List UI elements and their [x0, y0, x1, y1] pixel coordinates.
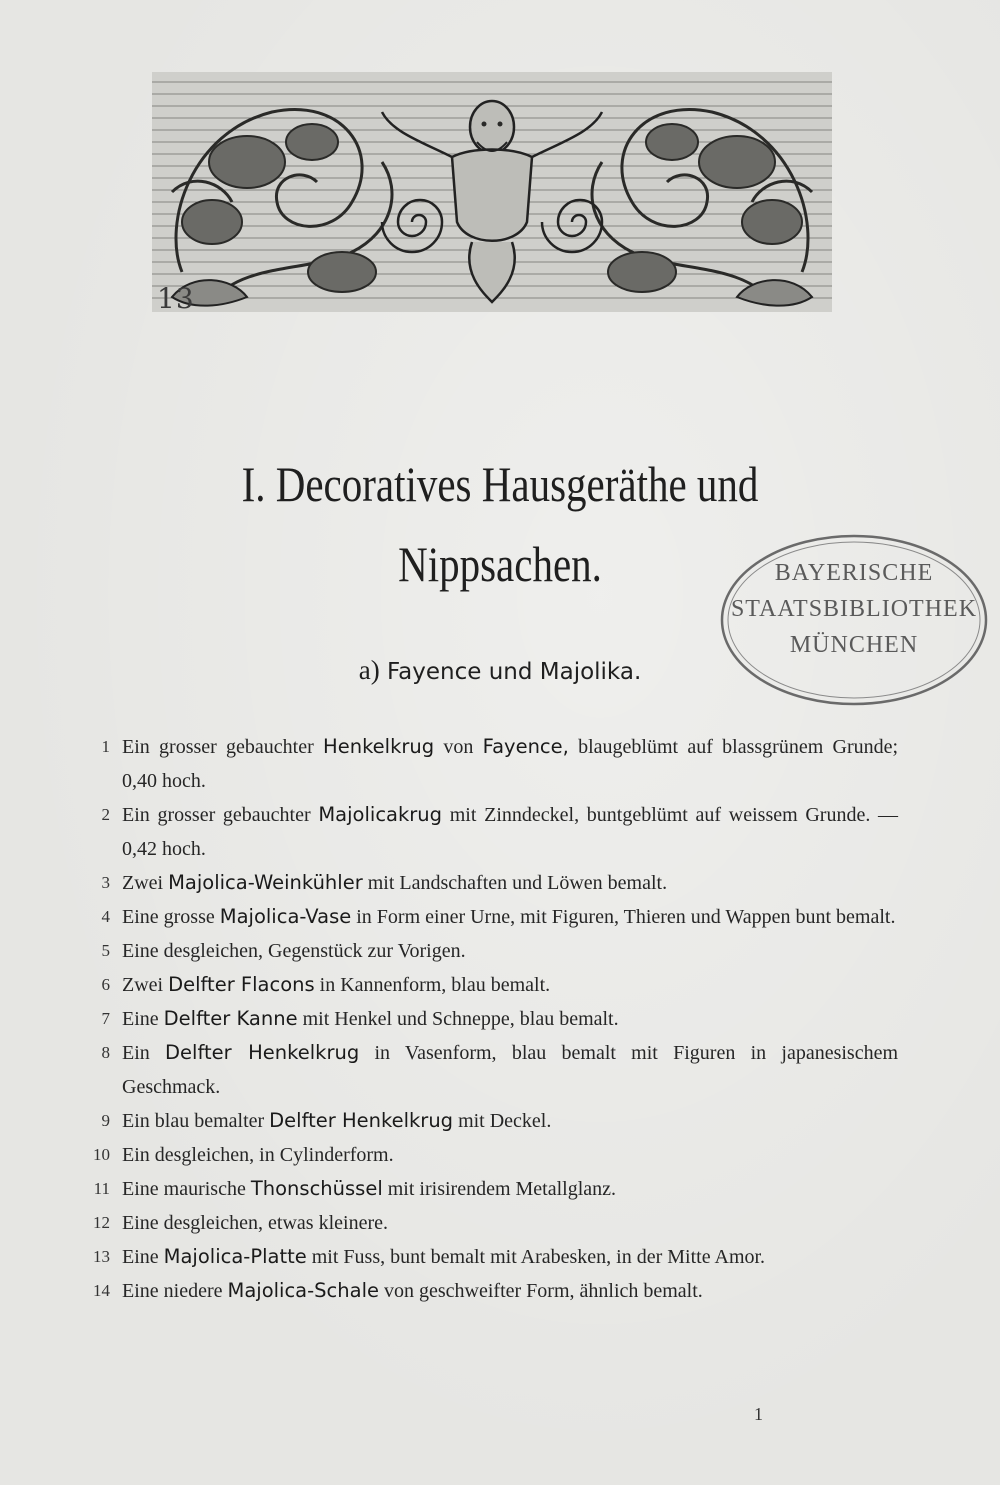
item-keyword: Majolica-Platte: [163, 1245, 307, 1268]
list-item: [78, 1036, 898, 1104]
item-number: 4: [101, 907, 110, 926]
item-number: 13: [93, 1247, 110, 1266]
page-title-line-1: I. Decoratives Hausgeräthe und: [241, 456, 759, 512]
item-text: mit Fuss, bunt bemalt mit Arabesken, in der Mitte Amor.: [311, 1246, 766, 1268]
list-item: [78, 934, 898, 968]
list-item: [78, 1002, 898, 1036]
item-text: in Kannenform, blau bemalt.: [319, 974, 551, 996]
item-text: mit Henkel und Schneppe, blau bemalt.: [302, 1008, 619, 1030]
item-text: mit irisirendem Metallglanz.: [387, 1178, 617, 1200]
item-number: 12: [93, 1213, 110, 1232]
item-text: von geschweifter Form, ähnlich bemalt.: [384, 1280, 703, 1302]
item-text: Ein grosser gebauchter: [122, 804, 311, 826]
item-number: 5: [101, 941, 110, 960]
list-item: [78, 1104, 898, 1138]
item-text: Ein desgleichen, in Cylinderform.: [122, 1144, 394, 1166]
stamp-line-1: BAYERISCHE: [774, 560, 934, 586]
item-keyword: Majolica-Weinkühler: [168, 871, 363, 894]
item-text: Eine: [122, 1008, 159, 1030]
item-number: 9: [101, 1111, 110, 1130]
item-text: mit Landschaften und Löwen bemalt.: [367, 872, 668, 894]
item-number: 11: [93, 1179, 110, 1198]
item-number: 10: [93, 1145, 110, 1164]
ornament-illustration: [152, 72, 832, 312]
item-text: Ein blau bemalter: [122, 1110, 265, 1132]
item-number: 8: [101, 1043, 110, 1062]
item-text: Eine desgleichen, Gegenstück zur Vorigen.: [122, 940, 466, 962]
item-keyword: Fayence,: [482, 735, 569, 758]
item-text: Eine: [122, 1246, 159, 1268]
item-text: mit Deckel.: [458, 1110, 552, 1132]
item-text: Zwei: [122, 974, 164, 996]
item-text: von: [443, 736, 474, 758]
list-item: [78, 730, 898, 798]
item-text: Eine maurische: [122, 1178, 246, 1200]
list-item: [78, 900, 898, 934]
list-item: [78, 1172, 898, 1206]
item-keyword: Majolicakrug: [318, 803, 443, 826]
list-item: [78, 866, 898, 900]
item-keyword: Henkelkrug: [323, 735, 435, 758]
list-item: [78, 798, 898, 866]
ornament-engraving: [152, 72, 832, 312]
page-title-line-2: Nippsachen.: [398, 536, 602, 592]
item-keyword: Delfter Kanne: [163, 1007, 298, 1030]
item-number: 3: [101, 873, 110, 892]
item-text: Eine desgleichen, etwas kleinere.: [122, 1212, 388, 1234]
list-item: [78, 1240, 898, 1274]
list-item: [78, 1206, 898, 1240]
item-keyword: Delfter Flacons: [168, 973, 315, 996]
section-heading-text: Fayence und Majolika.: [387, 659, 642, 685]
item-keyword: Majolica-Vase: [219, 905, 352, 928]
section-prefix: a): [358, 655, 380, 685]
item-keyword: Majolica-Schale: [227, 1279, 379, 1302]
plate-number: 13: [157, 282, 195, 315]
item-keyword: Thonschüssel: [250, 1177, 383, 1200]
item-text: Ein: [122, 1042, 150, 1064]
library-stamp: [718, 530, 990, 710]
page-folio: 1: [754, 1404, 763, 1424]
item-keyword: Delfter Henkelkrug: [269, 1109, 454, 1132]
stamp-line-2: STAATSBIBLIOTHEK: [730, 596, 978, 622]
item-number: 2: [101, 805, 110, 824]
item-keyword: Delfter Henkelkrug: [165, 1041, 360, 1064]
item-text: blaugeblümt auf blassgrünem Grunde; 0,40 hoch.: [122, 736, 899, 792]
item-text: Eine niedere: [122, 1280, 223, 1302]
item-number: 6: [101, 975, 110, 994]
item-text: in Form einer Urne, mit Figuren, Thieren und Wappen bunt bemalt.: [356, 906, 896, 928]
item-text: mit Zinndeckel, buntgeblümt auf weissem Grunde. — 0,42 hoch.: [122, 804, 899, 860]
catalogue-list: [78, 730, 898, 1308]
item-text: in Vasenform, blau bemalt mit Figuren in japanesischem Geschmack.: [122, 1042, 899, 1098]
list-item: [78, 1138, 898, 1172]
list-item: [78, 1274, 898, 1308]
stamp-line-3: MÜNCHEN: [789, 632, 919, 658]
item-number: 1: [101, 737, 110, 756]
list-item: [78, 968, 898, 1002]
item-text: Zwei: [122, 872, 164, 894]
item-text: Ein grosser gebauchter: [122, 736, 314, 758]
item-number: 7: [101, 1009, 110, 1028]
item-number: 14: [93, 1281, 110, 1300]
item-text: Eine grosse: [122, 906, 215, 928]
